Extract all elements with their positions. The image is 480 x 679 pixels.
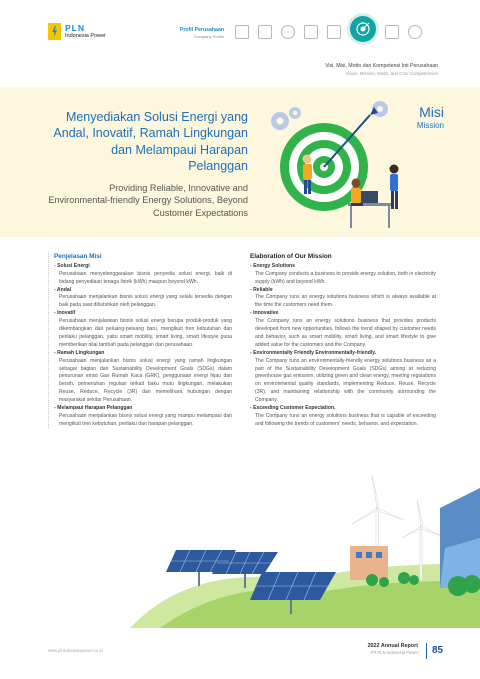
item-text: Perusahaan menjalankan bisnis solusi energi yang selalu tersedia dengan baik pada saat dibutuhkan oleh pelanggan. bbox=[59, 294, 232, 309]
vision-icon[interactable] bbox=[350, 16, 376, 42]
chapter-title[interactable] bbox=[178, 27, 224, 39]
pln-logo bbox=[48, 23, 106, 40]
certificate-icon[interactable] bbox=[304, 25, 318, 39]
chapter-title-id: Profil Perusahaan bbox=[179, 27, 224, 33]
footer-divider bbox=[426, 643, 427, 659]
lightning-icon bbox=[48, 23, 61, 40]
page-number: 85 bbox=[432, 645, 444, 656]
item-head: - Reliable bbox=[250, 286, 273, 293]
section-title-id: Visi, Misi, Motto dan Kompetensi Inti Perusahaan bbox=[325, 63, 438, 69]
item-text: The Company runs an energy solutions business which is always available at the time the customers need them. bbox=[255, 294, 436, 309]
section-title-en: Vision, Mission, Motto, and Core Competencies bbox=[345, 71, 438, 76]
org-chart-icon[interactable] bbox=[327, 25, 341, 39]
mission-explanation-id bbox=[48, 252, 232, 429]
item-head: - Environmentally Friendly Environmentally-friendly. bbox=[250, 349, 377, 356]
brand-name: PLN bbox=[65, 23, 85, 33]
mission-statement-en: Providing Reliable, Innovative and Environmental-friendly Energy Solutions, Beyond Customer Expectations bbox=[48, 183, 248, 218]
item-text: The Company runs an energy solutions business that provides products developed from new opportunities, follows the trend shaped by customer needs and behavior, such as smart mobility, smart living, and smart lifestyle to give added value for the customers and the Company. bbox=[255, 318, 436, 348]
report-title: 2022 Annual Report bbox=[367, 643, 418, 649]
item-text: The Company conducts a business to provide energy solution, both in electricity supply (kWh) and beyond kWh. bbox=[255, 270, 436, 285]
mission-label bbox=[417, 105, 444, 130]
target-illustration bbox=[262, 95, 412, 235]
item-head: - Melampaui Harapan Pelanggan bbox=[54, 404, 133, 411]
mission-label-en: Mission bbox=[416, 121, 444, 130]
mission-statement-id: Menyediakan Solusi Energi yang Andal, Inovatif, Ramah Lingkungan dan Melampaui Harapan Pelanggan bbox=[53, 110, 248, 173]
footer-report bbox=[360, 643, 418, 655]
chapter-title-en: Company Profile bbox=[194, 34, 224, 39]
map-icon[interactable] bbox=[385, 25, 399, 39]
item-text: The Company runs an energy solutions business that is capable of exceeding and following the trends of customers' needs, behavior, and expectation. bbox=[255, 412, 436, 427]
building-icon[interactable] bbox=[258, 25, 272, 39]
item-head: - Andal bbox=[54, 286, 72, 293]
item-text: Perusahaan menjalankan bisnis solusi energi yang mampu melampaui dan mengikuti tren kebutuhan, perilaku dan harapan pelanggan. bbox=[59, 412, 232, 427]
section-heading bbox=[325, 63, 438, 76]
item-text: Perusahaan menjalankan bisnis solusi energi berupa produk-produk yang dikembangkan dari peluang-peluang baru, mengikuti tren kebutuhan dan perilaku pelanggan, yaitu smart mobility, smart living, smart lifestyle guna memberikan nilai tambah pada pelanggan dan perusahaan. bbox=[59, 318, 232, 348]
brand-subname: Indonesia Power bbox=[65, 32, 106, 39]
item-text: Perusahaan menyelenggarakan bisnis penyedia solusi energi, baik di bidang penyediaan tenaga listrik (kWh) maupun beyond kWh. bbox=[59, 270, 232, 285]
mission-explanation-en bbox=[250, 252, 436, 429]
renewable-energy-illustration bbox=[0, 468, 480, 628]
report-icon[interactable] bbox=[235, 25, 249, 39]
mission-statement bbox=[48, 109, 248, 219]
column-title: Elaboration of Our Mission bbox=[250, 253, 332, 260]
item-head: - Ramah Lingkungan bbox=[54, 349, 105, 356]
report-company: PT PLN Indonesia Power bbox=[371, 650, 418, 655]
mission-label-id: Misi bbox=[419, 104, 444, 120]
item-head: - Energy Solutions bbox=[250, 262, 295, 269]
item-head: - Inovatif bbox=[54, 310, 76, 317]
footer-url[interactable]: www.plnindonesiapower.co.id bbox=[48, 648, 103, 653]
item-head: - Innovative bbox=[250, 310, 279, 317]
page-header bbox=[0, 0, 480, 62]
item-head: - Exceeding Customer Expectation. bbox=[250, 404, 336, 411]
item-text: The Company runs an environmentally-friendly energy solutions business as a part of the Sustainability Development Goals (SDGs) aiming at reducing greenhouse gas emission, utilizing green and clean energy, meeting regulations on environmental quality standards, implementing Reduce, Reuse, Recycle (3R), and maintaining relationship with the community surrounding the Company. bbox=[255, 357, 436, 404]
column-title: Penjelasan Misi bbox=[54, 253, 102, 260]
item-text: Perusahaan menjalankan bisnis solusi energi yang ramah lingkungan sebagai bagian dari Sustainability Development Goals (SDGs) dalam penurunan emisi Gas Rumah Kaca (GRK), penggunaan energi hijau dan bersih, pemenuhan regulasi terkait baku mutu lingkungan, melakukan Reuse, Reduce, Recycle (3R) dan memelihara hubungan dengan masyarakat sekitar Perusahaan. bbox=[59, 357, 232, 404]
target-icon bbox=[350, 16, 376, 42]
item-head: - Solusi Energi bbox=[54, 262, 90, 269]
chapter-nav bbox=[235, 22, 431, 42]
badge-icon[interactable] bbox=[281, 25, 295, 39]
mission-hero bbox=[0, 87, 480, 237]
network-icon[interactable] bbox=[408, 25, 422, 39]
